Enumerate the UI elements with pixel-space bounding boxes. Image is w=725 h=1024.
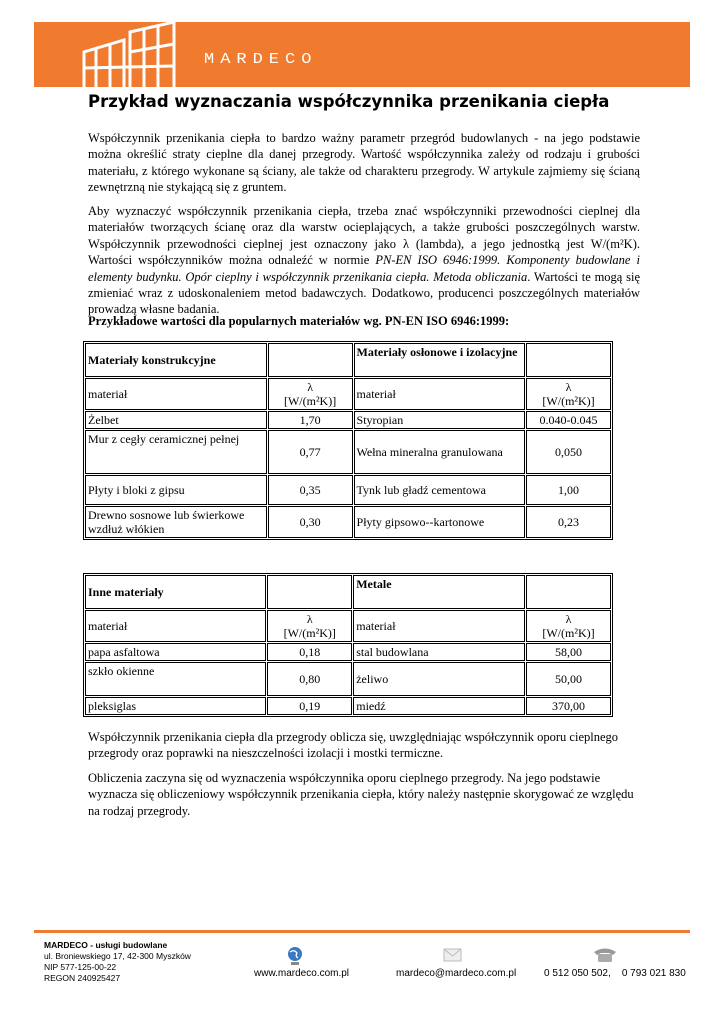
phone-icon — [592, 946, 618, 964]
materials-table-2 — [83, 573, 613, 717]
footer-street: ul. Broniewskiego 17, 42-300 Myszków — [44, 951, 191, 961]
footer-nip: NIP 577-125-00-22 — [44, 962, 117, 972]
materials-table-1 — [83, 341, 613, 540]
footer-email-link[interactable]: mardeco@mardeco.com.pl — [396, 968, 517, 979]
globe-icon — [286, 946, 304, 966]
table-header-row — [85, 343, 611, 377]
mail-icon — [443, 946, 463, 964]
footer-regon: REGON 240925427 — [44, 973, 121, 983]
table-row: Drewno sosnowe lub świerkowe wzdłuż włókien 0,30 Płyty gipsowo--kartonowe 0,23 — [85, 506, 611, 538]
footer-company: MARDECO - usługi budowlane — [44, 940, 168, 950]
header-banner — [34, 22, 690, 87]
table-row: Mur z cegły ceramicznej pełnej 0,77 Wełna mineralna granulowana 0,050 — [85, 430, 611, 474]
header-insulation: Materiały osłonowe i izolacyjne — [354, 343, 526, 377]
header-metals: Metale — [353, 575, 525, 609]
header-construction: Materiały konstrukcyjne — [85, 343, 267, 377]
building-logo-icon — [34, 22, 690, 87]
table-columns-row: materiał λ [W/(m²K)] materiał λ [W/(m²K)] — [85, 610, 611, 642]
table-row: Żelbet 1,70 Styropian 0.040-0.045 — [85, 411, 611, 429]
table-columns-row: materiał λ [W/(m²K)] materiał λ [W/(m²K)] — [85, 378, 611, 410]
calculation-paragraph: Współczynnik przenikania ciepła dla przegrody oblicza się, uwzględniając współczynnik oporu cieplnego przegrody oraz poprawki na nieszczelności izolacji i mostki termiczne. — [88, 730, 619, 761]
table-caption: Przykładowe wartości dla popularnych materiałów wg. PN-EN ISO 6946:1999: — [88, 314, 510, 328]
footer-phones: 0 512 050 502, 0 793 021 830 — [544, 968, 686, 979]
resistance-paragraph: Obliczenia zaczyna się od wyznaczenia współczynnika oporu cieplnego przegrody. Na jego podstawie wyznacza się obliczeniowy współczynnik przenikania ciepła, który należy następnie skorygować ze względu na rodzaj przegrody. — [88, 771, 634, 818]
footer-divider — [34, 930, 690, 933]
intro-paragraph: Współczynnik przenikania ciepła to bardzo ważny parametr przegród budowlanych - na jego podstawie można określić straty cieplne dla danej przegrody. Wartość współczynnika zależy od rodzaju i grubości materiału, z którego wykonane są ściany, ale także od charakteru przegrody. W artykule zajmiemy się ścianą zewnętrzną nie stykającą się z gruntem. — [88, 131, 640, 195]
header-other: Inne materiały — [85, 575, 266, 609]
norm-paragraph: Aby wyznaczyć współczynnik przenikania ciepła, trzeba znać współczynniki przewodności cieplnej dla materiałów tworzących ścianę oraz dla warstw ocieplających, a także grubości poszczególnych warstw. Współczynnik przewodności cieplnej jest oznaczony jako λ (lambda), a jego jednostką jest W/(m²K). Wartości współczynników można odnaleźć w normie PN-EN ISO 6946:1999. Komponenty budowlane i elementy budynku. Opór cieplny i współczynnik przenikania ciepła. Metoda obliczania. Wartości te mogą się zmieniać wraz z udoskonaleniem metod badawczych. Dodatkowo, producenci poszczególnych materiałów prowadzą własne badania. — [88, 204, 641, 317]
footer-website-link[interactable]: www.mardeco.com.pl — [254, 968, 350, 979]
table-row: Płyty i bloki z gipsu 0,35 Tynk lub gładź cementowa 1,00 — [85, 475, 611, 505]
table-row: papa asfaltowa 0,18 stal budowlana 58,00 — [85, 643, 611, 661]
table-row: pleksiglas 0,19 miedź 370,00 — [85, 697, 611, 715]
brand-wordmark: MARDECO — [204, 52, 318, 69]
table-row: szkło okienne 0,80 żeliwo 50,00 — [85, 662, 611, 696]
page-title: Przykład wyznaczania współczynnika przenikania ciepła — [88, 92, 610, 111]
table-header-row — [85, 575, 611, 609]
footer-address — [44, 940, 191, 984]
norm-title: PN-EN ISO 6946:1999. Komponenty budowlane i elementy budynku. Opór cieplny i współczynnik przenikania ciepła. Metoda obliczania — [88, 253, 641, 284]
